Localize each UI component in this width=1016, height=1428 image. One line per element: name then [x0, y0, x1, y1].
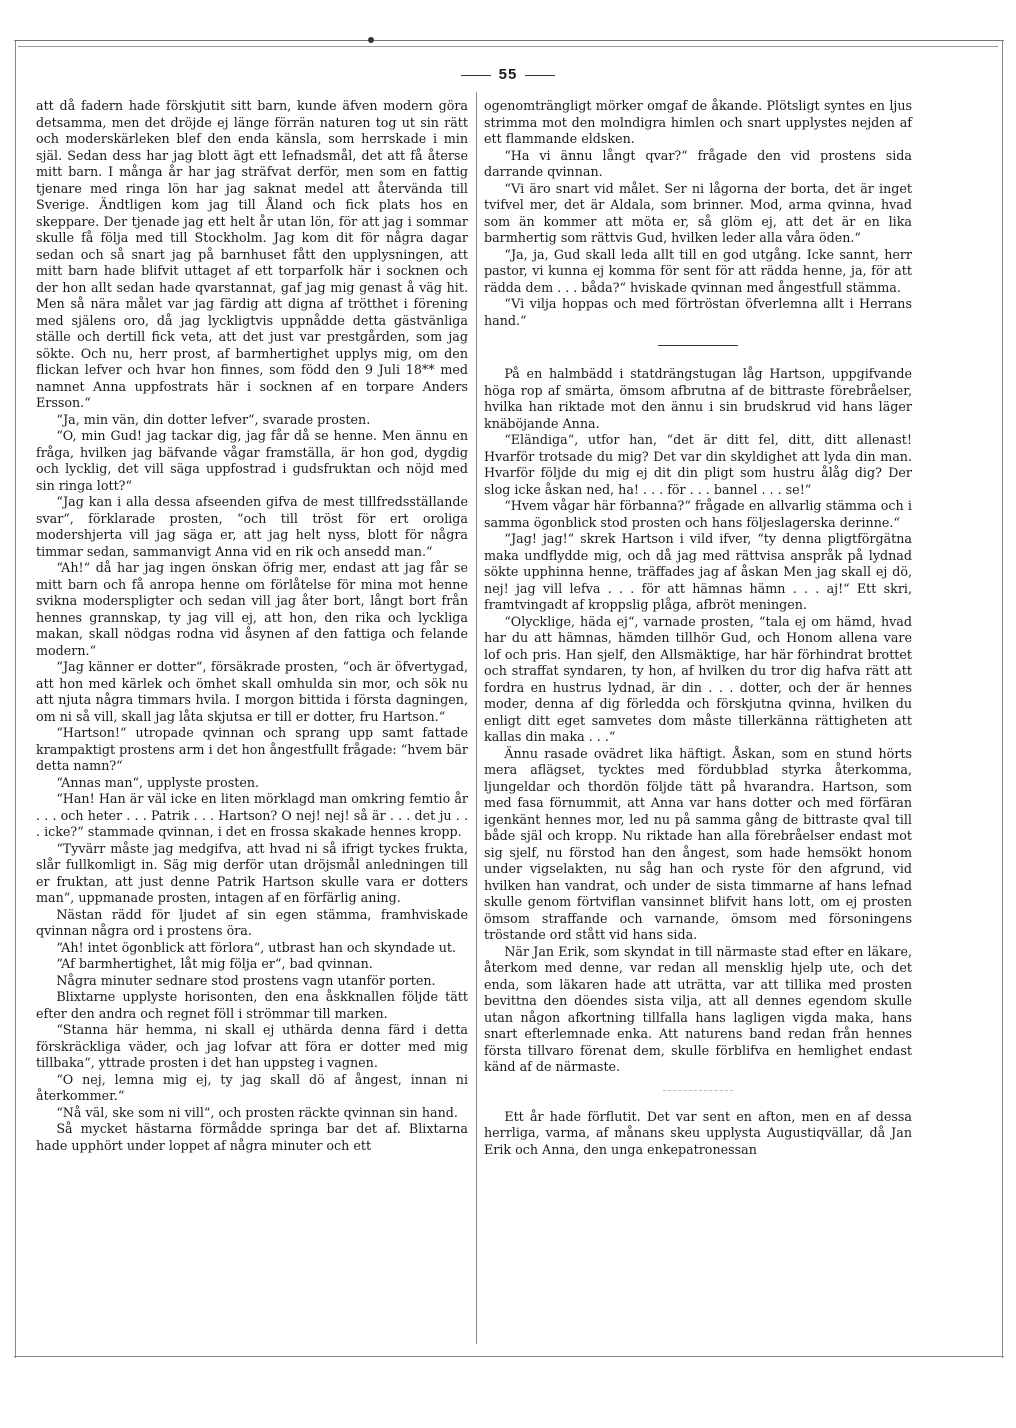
left-column	[36, 98, 468, 1154]
page-frame-right	[1002, 40, 1003, 1358]
paragraph: Några minuter sednare stod prostens vagn utanför porten.	[56, 972, 436, 988]
paragraph: “Nå väl, ske som ni vill“, och prosten räckte qvinnan sin hand.	[56, 1104, 458, 1120]
header-dash-right	[525, 75, 555, 76]
paragraph: Blixtarne upplyste horisonten, den ena åskknallen följde tätt efter den andra och regnet föll i strömmar till marken.	[36, 989, 468, 1021]
paragraph: att då fadern hade förskjutit sitt barn, kunde äfven modern göra detsamma, men det dröjde ej länge förrän naturen tog ut sin rätt och moderskärleken blef den enda känsla, som herrskade i min själ. Sedan dess har jag blott ägt ett lefnadsmål, det att få återse mitt barn. I många år har jag sträfvat derför, men som en fattig tjenare med ringa lön har jag saknat medel att återvända till Sverige. Ändtligen kom jag till Åland och fick plats hos en skeppare. Der tjenade jag ett helt år utan lön, för att jag i sommar skulle få följa med till Stockholm. Jag kom dit för några dagar sedan och så snart jag på barnhuset fått den upplysningen, att mitt barn hade blifvit uttaget af ett torparfolk här i socknen och der hon allt sedan hade qvarstannat, gaf jag mig genast å väg hit. Men så nära målet var jag färdig att digna af trötthet i förening med själens oro, då jag lyckligtvis uppnådde detta gästvänliga ställe och dertill fick veta, att det just var prestgården, som jag sökte. Och nu, herr prost, af barmhertighet upplys mig, om den flickan lefver och hvar hon finnes, som född den 9 Juli 18** med namnet Anna uppfostrats här i socknen af en torpare Anders Ersson.“	[36, 98, 468, 410]
paragraph: “Af barmhertighet, låt mig följa er“, bad qvinnan.	[56, 956, 373, 971]
paragraph: “Stanna här hemma, ni skall ej uthärda denna färd i detta förskräckliga väder, och jag lofvar att föra er dotter med mig tillbaka“, yttrade prosten i det han uppsteg i vagnen.	[36, 1022, 468, 1070]
paragraph: När Jan Erik, som skyndat in till närmaste stad efter en läkare, återkom med denne, var redan all mensklig hjelp ute, och det enda, som läkaren hade att uträtta, var att tillika med prosten bevittna den döendes sista vilja, att all dennes egendom skulle utan någon afkortning tillfalla hans lagligen vigda maka, hans snart efterlemnade enka. Att naturens band redan från hennes första tillvaro förenat dem, skulle förblifva en hemlighet endast känd af de närmaste.	[484, 943, 912, 1074]
paragraph: “Ha vi ännu långt qvar?“ frågade den vid prostens sida darrande qvinnan.	[484, 147, 912, 179]
paragraph: “Annas man“, upplyste prosten.	[56, 774, 260, 790]
page-frame-top-inner	[18, 46, 998, 47]
paragraph: Ännu rasade ovädret lika häftigt. Åskan, som en stund hörts mera aflägset, tycktes med fördubblad styrka återkomma, ljungeldar och thordön följde tätt på hvarandra. Hartson, som med fasa förnummit, att Anna var hans dotter och med förfäran igenkänt hennes mor, led nu på samma gång de bittraste qval till både själ och kropp. Nu riktade han alla förebråelser endast mot sig sjelf, nu förstod han den ångest, som hade hemsökt honom under vigselakten, nu såg han och ryste för den afgrund, vid hvilken han vandrat, och under de sista timmarne af hans lefnad skulle genom förtviflan vansinnet blifvit hans lott, om ej prosten ömsom straffande och varnande, ömsom med försoningens tröstande ord stått vid hans sida.	[484, 745, 912, 942]
paragraph: “Ah! intet ögonblick att förlora“, utbrast han och skyndade ut.	[56, 939, 457, 955]
paragraph: “Jag! jag!“ skrek Hartson i vild ifver, “ty denna pligtförgätna maka undflydde mig, och då jag med rättvisa anspråk på lydnad sökte upphinna henne, träffades jag af åskan Men jag skall ej dö, nej! jag vill lefva . . . för att hämnas hämn . . . aj!“ Ett skri, framtvingadt af kroppslig plåga, afbröt meningen.	[484, 531, 912, 612]
paragraph: “Tyvärr måste jag medgifva, att hvad ni så ifrigt tyckes frukta, slår fullkomligt in. Säg mig derför utan dröjsmål anledningen till er fruktan, att just denne Patrik Hartson skulle vara er dotters man“, uppmanade prosten, intagen af en förfärlig aning.	[36, 840, 468, 905]
paragraph: “O nej, lemna mig ej, ty jag skall dö af ångest, innan ni återkommer.“	[36, 1071, 468, 1103]
page-header	[0, 66, 1016, 83]
paragraph: “Eländiga“, utfor han, “det är ditt fel, ditt, ditt allenast! Hvarför trotsade du mig? Det var din skyldighet att lyda din man. Hvarför följde du mig ej dit din pligt som hustru ålåg dig? Der slog icke åskan ned, ha! . . . för . . . bannel . . . se!“	[484, 432, 912, 497]
section-separator	[663, 1090, 733, 1091]
paragraph: ogenomträngligt mörker omgaf de åkande. Plötsligt syntes en ljus strimma mot den molndigra himlen och snart upplystes nejden af ett flammande eldsken.	[484, 98, 912, 146]
binding-mark	[368, 37, 374, 43]
paragraph: “Ja, min vän, din dotter lefver“, svarade prosten.	[56, 411, 371, 427]
page-number: 55	[498, 66, 518, 83]
paragraph: “Han! Han är väl icke en liten mörklagd man omkring femtio år . . . och heter . . . Patrik . . . Hartson? O nej! nej! så är . . . det ju . . . icke?“ stammade qvinnan, i det en frossa skakade hennes kropp.	[36, 791, 468, 839]
paragraph: “O, min Gud! jag tackar dig, jag får då se henne. Men ännu en fråga, hvilken jag bäfvande vågar framställa, är hon god, dygdig och lycklig, det vill säga uppfostrad i gudsfruktan och nöjd med sin ringa lott?“	[36, 428, 468, 493]
paragraph: “Hvem vågar här förbanna?“ frågade en allvarlig stämma och i samma ögonblick stod prosten och hans följeslagerska derinne.“	[484, 498, 912, 530]
paragraph: På en halmbädd i statdrängstugan låg Hartson, uppgifvande höga rop af smärta, ömsom afbrutna af de bittraste förebråelser, hvilka han riktade mot den ännu i sin brudskrud vid hans läger knäböjande Anna.	[484, 366, 912, 431]
column-divider	[476, 92, 477, 1344]
paragraph: Nästan rädd för ljudet af sin egen stämma, framhviskade qvinnan några ord i prostens öra.	[36, 906, 468, 938]
section-separator	[658, 345, 738, 346]
paragraph: “Ja, ja, Gud skall leda allt till en god utgång. Icke sannt, herr pastor, vi kunna ej komma för sent för att rädda henne, ja, för att rädda dem . . . båda?“ hviskade qvinnan med ångestfull stämma.	[484, 246, 912, 295]
paragraph: Så mycket hästarna förmådde springa bar det af. Blixtarna hade upphört under loppet af några minuter och ett	[36, 1121, 468, 1153]
page-frame-bottom	[14, 1356, 1004, 1357]
paragraph: “Ah!“ då har jag ingen önskan öfrig mer, endast att jag får se mitt barn och få anropa henne om förlåtelse för mina mot henne svikna moderspligter och sedan vill jag åter bort, långt bort från hennes grannskap, ty jag vill ej, att hon, den rika och lyckliga makan, skall nödgas rodna vid åsynen af den fattiga och felande modern.“	[36, 560, 468, 658]
paragraph: “Vi äro snart vid målet. Ser ni lågorna der borta, det är inget tvifvel mer, det är Aldala, som brinner. Mod, arma qvinna, hvad som än kommer att möta er, så glöm ej, att det är en lika barmhertig som rättvis Gud, hvilken leder alla våra öden.“	[484, 180, 912, 245]
paragraph: Ett år hade förflutit. Det var sent en afton, men en af dessa herrliga, varma, af månans skeu upplysta Augustiqvällar, då Jan Erik och Anna, den unga enkepatronessan	[484, 1108, 912, 1157]
paragraph: “Olycklige, häda ej“, varnade prosten, “tala ej om hämd, hvad har du att hämnas, hämden tillhör Gud, och Honom allena vare lof och pris. Han sjelf, den Allsmäktige, har här förhindrat brottet och straffat syndaren, ty hon, af hvilken du tror dig hafva rätt att fordra en hustrus lydnad, är din . . . dotter, och der är hennes moder, denna af dig förledda och förskjutna qvinna, hvilken du enligt ditt eget samvetes dom måste tillerkänna rättigheten att kallas din maka . . .“	[484, 613, 912, 744]
page-frame-top	[14, 40, 1004, 41]
header-dash-left	[461, 75, 491, 76]
paragraph: “Jag kan i alla dessa afseenden gifva de mest tillfredsställande svar“, förklarade prosten, “och till tröst för ert oroliga modershjerta vill jag säga er, att jag helt nyss, blott för några timmar sedan, sammanvigt Anna vid en rik och ansedd man.“	[36, 494, 468, 559]
paragraph: “Hartson!“ utropade qvinnan och sprang upp samt fattade krampaktigt prostens arm i det hon ångestfullt frågade: “hvem bär detta namn?“	[36, 725, 468, 773]
right-column	[484, 98, 912, 1158]
paragraph: “Jag känner er dotter“, försäkrade prosten, “och är öfvertygad, att hon med kärlek och ömhet skall omhulda sin mor, och sök nu att njuta några timmars hvila. I morgon bittida i första dagningen, om ni så vill, skall jag låta skjutsa er till er dotter, fru Hartson.“	[36, 659, 468, 724]
paragraph: “Vi vilja hoppas och med förtröstan öfverlemna allt i Herrans hand.“	[484, 296, 912, 328]
page-frame-left	[15, 40, 16, 1358]
